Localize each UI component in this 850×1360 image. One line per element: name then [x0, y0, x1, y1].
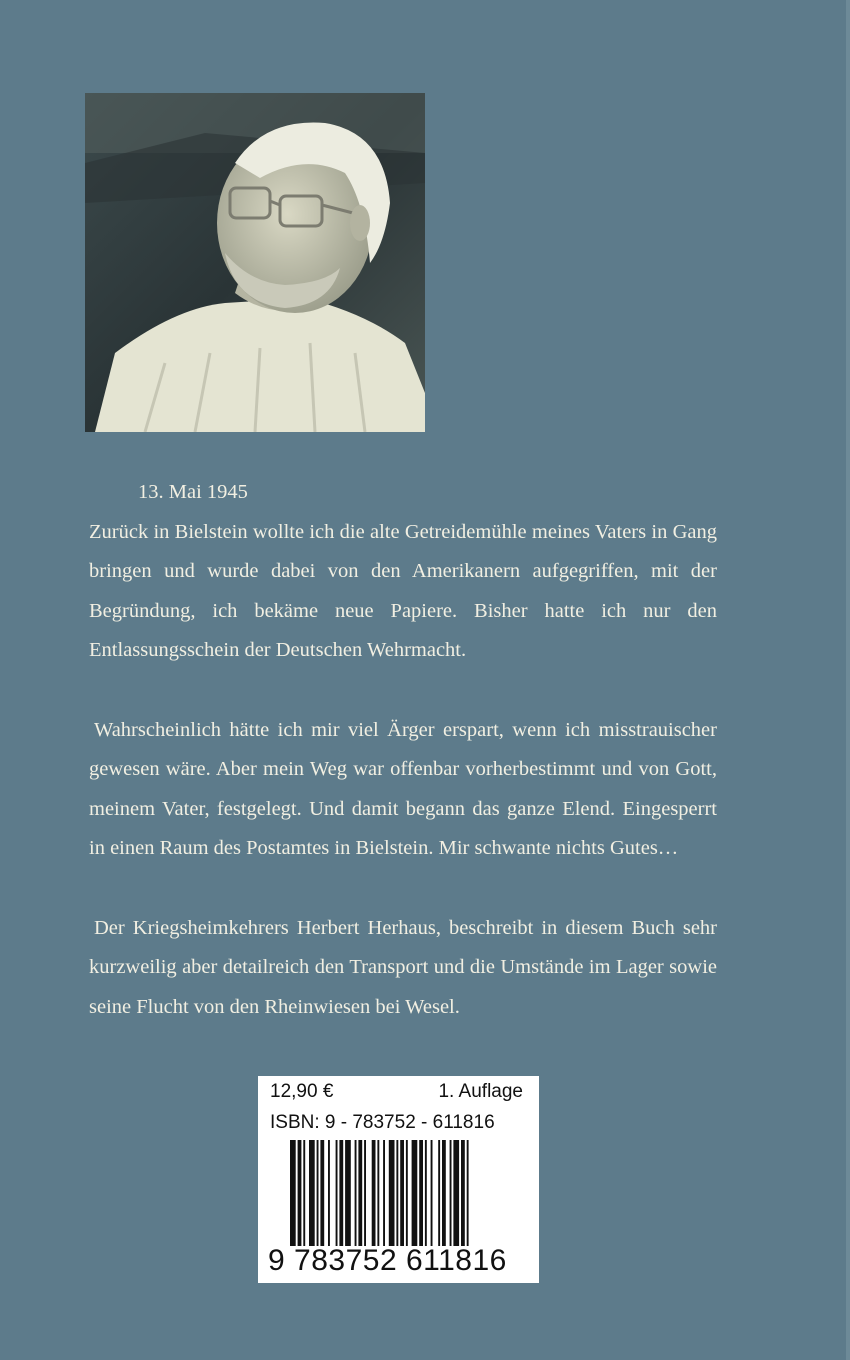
price: 12,90 € — [270, 1081, 334, 1102]
author-photo — [85, 93, 425, 432]
portrait-icon — [85, 93, 425, 432]
barcode-digits: 9 783752 611816 — [268, 1244, 507, 1277]
spine-edge — [846, 0, 850, 1360]
barcode-icon — [290, 1140, 520, 1246]
paragraph-spacer — [89, 869, 717, 909]
blurb-paragraph-1: Zurück in Bielstein wollte ich die alte Getreidemühle meines Vaters in Gang bringen und wurde dabei von den Amerikanern aufgegriffen, mit der Begründung, ich bekäme neue Papiere. Bisher hatte ich nur den Entlassungsschein der Deutschen Wehrmacht. — [89, 520, 717, 662]
blurb-date: 13. Mai 1945 — [138, 481, 248, 503]
back-cover-blurb — [89, 473, 717, 1027]
edition: 1. Auflage — [438, 1081, 523, 1102]
blurb-paragraph-3: Der Kriegsheimkehrers Herbert Herhaus, beschreibt in diesem Buch sehr kurzweilig aber detailreich den Transport und die Umstände im Lager sowie seine Flucht von den Rheinwiesen bei Wesel. — [89, 916, 717, 1018]
isbn: ISBN: 9 - 783752 - 611816 — [270, 1112, 495, 1133]
barcode-label — [258, 1076, 539, 1283]
blurb-paragraph-2: Wahrscheinlich hätte ich mir viel Ärger erspart, wenn ich misstrauischer gewesen wäre. Aber mein Weg war offenbar vorherbestimmt und von Gott, meinem Vater, festgelegt. Und damit begann das ganze Elend. Eingesperrt in einen Raum des Postamtes in Bielstein. Mir schwante nichts Gutes… — [89, 718, 717, 860]
paragraph-spacer — [89, 671, 717, 711]
